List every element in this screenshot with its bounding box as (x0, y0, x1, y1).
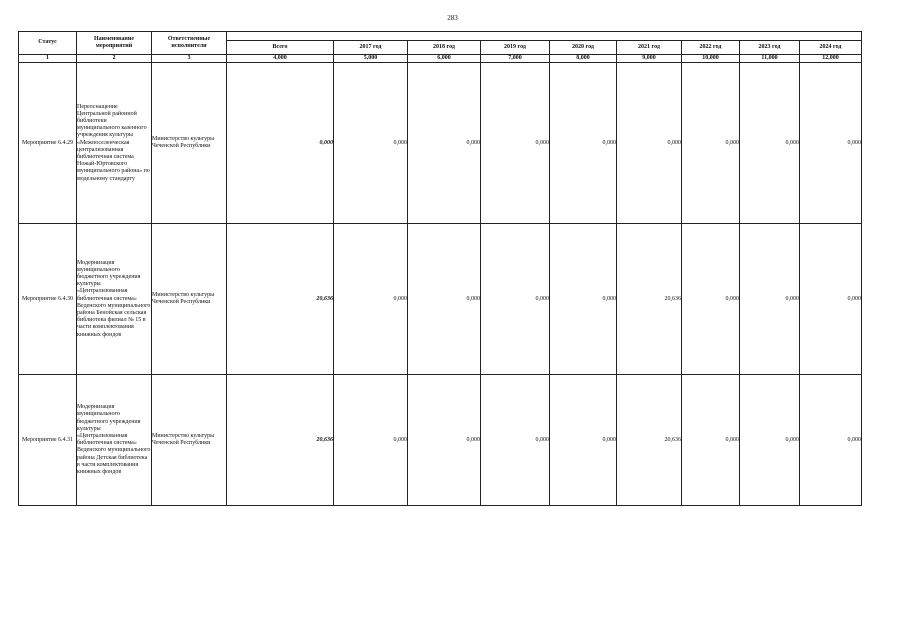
row-total: 20,636 (227, 375, 334, 506)
row-value-2017: 0,000 (334, 224, 408, 375)
row-total: 20,636 (227, 224, 334, 375)
row-status: Мероприятие 6.4.31 (19, 375, 77, 506)
table-row (19, 63, 862, 224)
column-number: 4,000 (227, 55, 334, 63)
row-value-2024: 0,000 (800, 63, 862, 224)
row-status: Мероприятие 6.4.30 (19, 224, 77, 375)
row-total: 0,000 (227, 63, 334, 224)
row-value-2019: 0,000 (481, 375, 550, 506)
column-number: 11,000 (740, 55, 800, 63)
row-status: Мероприятие 6.4.29 (19, 63, 77, 224)
row-value-2020: 0,000 (550, 224, 617, 375)
row-value-2019: 0,000 (481, 224, 550, 375)
column-number: 8,000 (550, 55, 617, 63)
row-value-2024: 0,000 (800, 224, 862, 375)
row-value-2022: 0,000 (682, 375, 740, 506)
header-executors: Ответственные исполнители (152, 32, 227, 55)
row-value-2021: 0,000 (617, 63, 682, 224)
header-year-2024: 2024 год (800, 41, 862, 55)
row-value-2023: 0,000 (740, 375, 800, 506)
header-year-2019: 2019 год (481, 41, 550, 55)
page-number: 283 (447, 14, 458, 22)
header-year-2022: 2022 год (682, 41, 740, 55)
row-executor: Министерство культуры Чеченской Республики (152, 375, 227, 506)
column-number: 2 (77, 55, 152, 63)
column-number: 9,000 (617, 55, 682, 63)
program-activities-table (18, 31, 862, 506)
row-value-2023: 0,000 (740, 63, 800, 224)
column-number: 3 (152, 55, 227, 63)
header-year-2017: 2017 год (334, 41, 408, 55)
row-value-2024: 0,000 (800, 375, 862, 506)
column-number-row (19, 55, 862, 63)
column-number: 1 (19, 55, 77, 63)
row-activity-name: Переоснащение Центральной районной библиотеки муниципального казенного учреждения культуры «Межпоселенческая централизованная библиотечная система Ножай-Юртовского муниципального района» по модельному стандарту (77, 63, 152, 224)
row-value-2020: 0,000 (550, 63, 617, 224)
row-value-2017: 0,000 (334, 63, 408, 224)
row-value-2018: 0,000 (408, 375, 481, 506)
column-number: 5,000 (334, 55, 408, 63)
row-value-2022: 0,000 (682, 224, 740, 375)
row-activity-name: Модернизация муниципального бюджетного учреждения культуры «Централизованная библиотечная система» Веденского муниципального района Детская библиотека в части комплектования книжных фондов (77, 375, 152, 506)
header-funding-group (227, 32, 862, 41)
header-year-2020: 2020 год (550, 41, 617, 55)
row-value-2017: 0,000 (334, 375, 408, 506)
table-row (19, 375, 862, 506)
row-executor: Министерство культуры Чеченской Республики (152, 224, 227, 375)
column-number: 12,000 (800, 55, 862, 63)
column-number: 6,000 (408, 55, 481, 63)
header-year-2018: 2018 год (408, 41, 481, 55)
header-year-2023: 2023 год (740, 41, 800, 55)
header-year-2021: 2021 год (617, 41, 682, 55)
table-row (19, 224, 862, 375)
header-name: Наименование мероприятий (77, 32, 152, 55)
row-activity-name: Модернизация муниципального бюджетного учреждения культуры «Централизованная библиотечная система» Веденского муниципального района Бенойская сельская библиотека филиал № 15 в части комплектования книжных фондов (77, 224, 152, 375)
row-value-2021: 20,636 (617, 224, 682, 375)
header-total: Всего (227, 41, 334, 55)
row-value-2022: 0,000 (682, 63, 740, 224)
row-value-2018: 0,000 (408, 63, 481, 224)
header-status: Статус (19, 32, 77, 55)
row-executor: Министерство культуры Чеченской Республики (152, 63, 227, 224)
row-value-2021: 20,636 (617, 375, 682, 506)
column-number: 10,000 (682, 55, 740, 63)
row-value-2018: 0,000 (408, 224, 481, 375)
row-value-2023: 0,000 (740, 224, 800, 375)
row-value-2020: 0,000 (550, 375, 617, 506)
row-value-2019: 0,000 (481, 63, 550, 224)
column-number: 7,000 (481, 55, 550, 63)
